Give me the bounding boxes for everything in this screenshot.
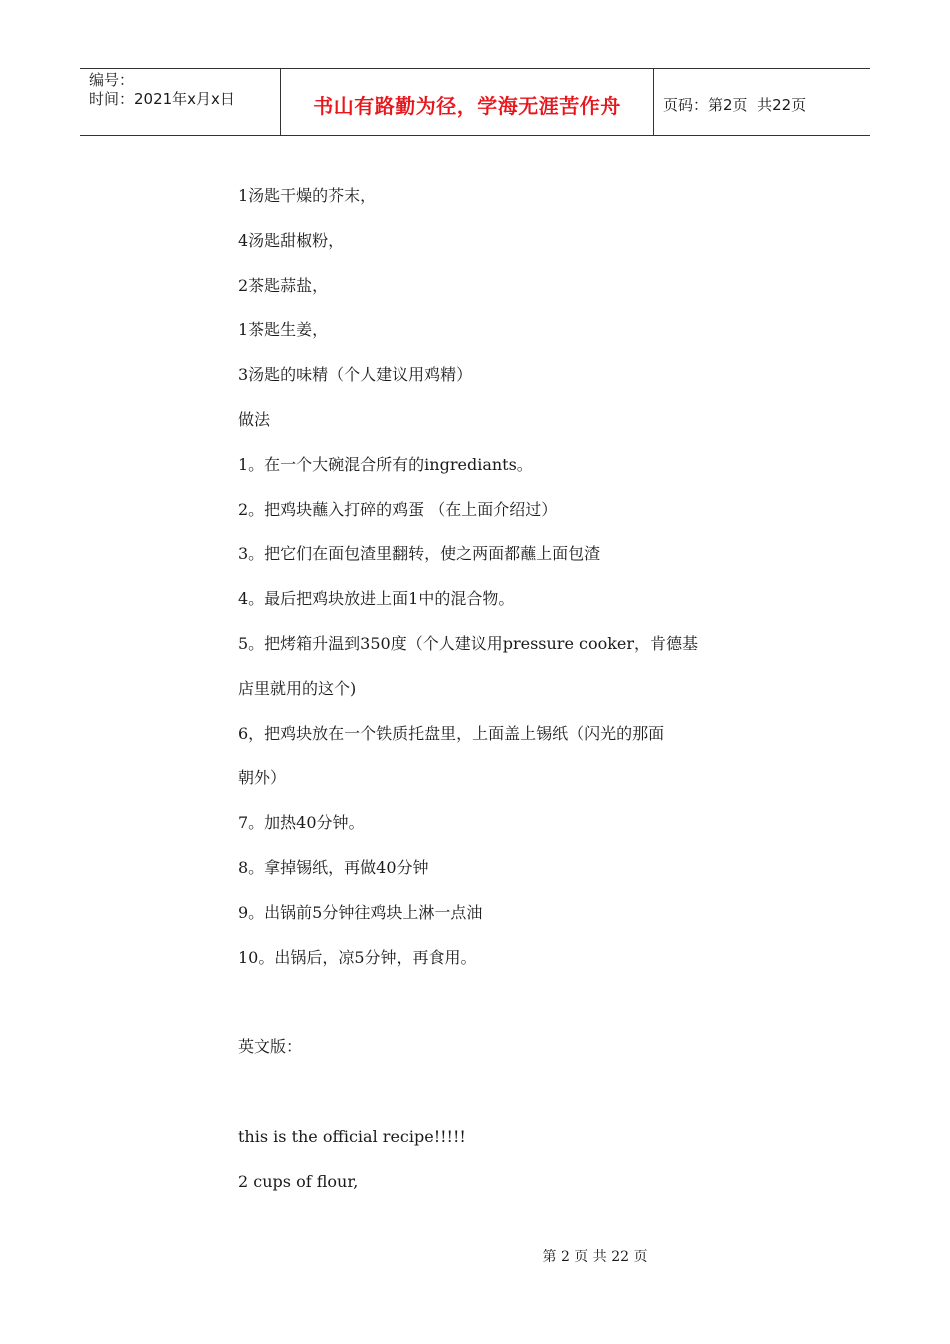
blank-line xyxy=(238,987,718,1032)
header-motto: 书山有路勤为径，学海无涯苦作舟 xyxy=(281,69,654,135)
page-footer: 第 2 页 共 22 页 xyxy=(542,1249,648,1265)
step-line: 朝外） xyxy=(238,768,287,788)
step-line: 3。把它们在面包渣里翻转，使之两面都蘸上面包渣 xyxy=(238,544,601,564)
step-line: 7。加热40分钟。 xyxy=(238,813,365,833)
body-line: 2 cups of flour, xyxy=(238,1171,359,1191)
body-line: 1茶匙生姜， xyxy=(238,320,329,340)
step-line: 8。拿掉锡纸，再做40分钟 xyxy=(238,857,429,877)
body-line: 1汤匙干燥的芥末， xyxy=(238,186,377,205)
header-page-info: 页码：第2页 共22页 xyxy=(663,95,807,114)
step-line: 2。把鸡块蘸入打碎的鸡蛋 （在上面介绍过） xyxy=(238,499,558,519)
step-line: 6，把鸡块放在一个铁质托盘里，上面盖上锡纸（闪光的那面 xyxy=(238,723,665,743)
body-line: 4汤匙甜椒粉， xyxy=(238,230,345,250)
page-header xyxy=(80,68,870,136)
step-line: 9。出锅前5分钟往鸡块上淋一点油 xyxy=(238,902,483,922)
step-line: 1。在一个大碗混合所有的ingrediants。 xyxy=(238,454,533,474)
step-line: 10。出锅后，凉5分钟，再食用。 xyxy=(238,947,477,967)
section-heading-method: 做法 xyxy=(238,409,271,429)
step-line: 5。把烤箱升温到350度（个人建议用pressure cooker，肯德基 xyxy=(238,633,699,653)
header-number-label: 编号： xyxy=(89,71,135,89)
section-heading-english: 英文版： xyxy=(238,1037,303,1057)
step-line: 4。最后把鸡块放进上面1中的混合物。 xyxy=(238,589,515,609)
step-line: 店里就用的这个) xyxy=(238,678,357,698)
body-line: 2茶匙蒜盐， xyxy=(238,275,329,295)
header-time-label: 时间：2021年x月x日 xyxy=(89,90,235,108)
body-line: this is the official recipe!!!!! xyxy=(238,1126,466,1146)
header-meta-cell xyxy=(80,69,281,135)
document-body xyxy=(238,181,718,1211)
blank-line xyxy=(238,1077,718,1122)
body-line: 3汤匙的味精（个人建议用鸡精） xyxy=(238,365,473,385)
